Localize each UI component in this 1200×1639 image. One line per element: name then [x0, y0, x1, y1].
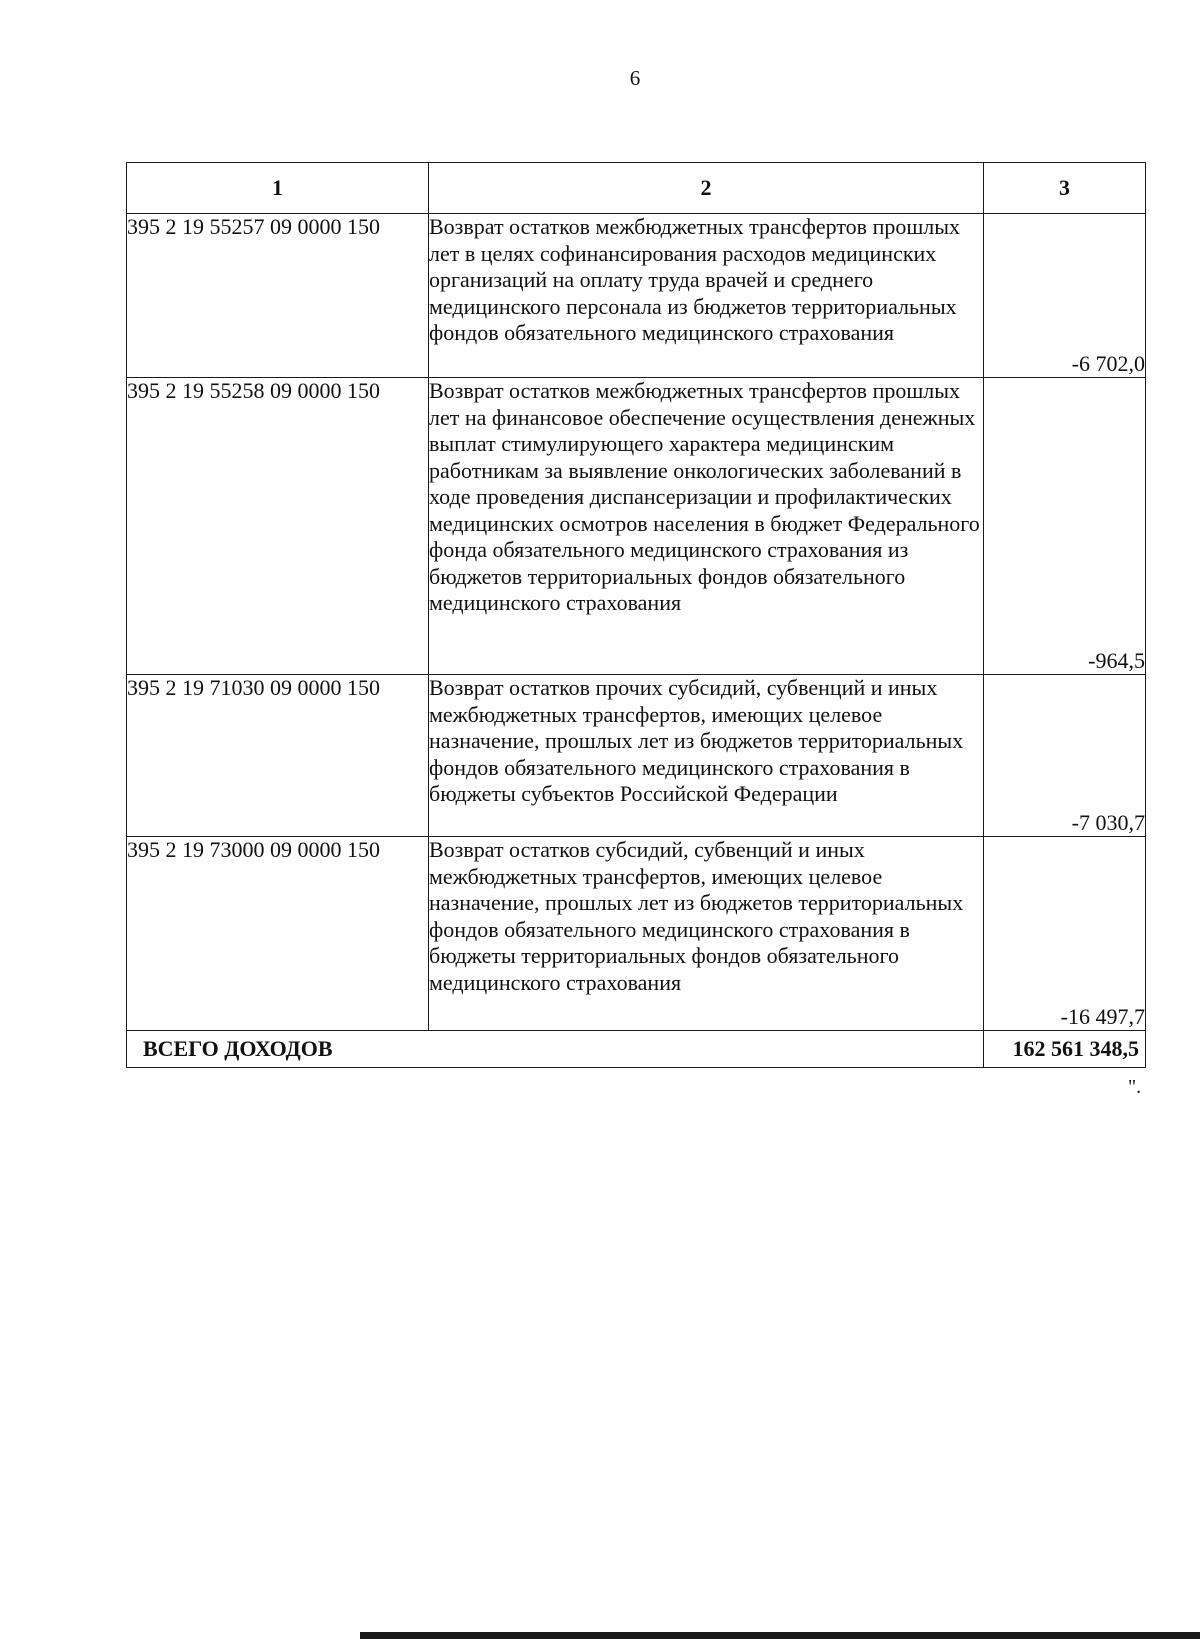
total-label: ВСЕГО ДОХОДОВ [127, 1031, 984, 1068]
table-row [127, 214, 1146, 378]
table-row [127, 675, 1146, 837]
budget-code-cell: 395 2 19 73000 09 0000 150 [127, 837, 429, 1031]
description-cell: Возврат остатков межбюджетных трансфертов прошлых лет в целях софинансирования расходов медицинских организаций на оплату труда врачей и среднего медицинского персонала из бюджетов территориальных фондов обязательного медицинского страхования [429, 214, 984, 378]
budget-code-cell: 395 2 19 71030 09 0000 150 [127, 675, 429, 837]
closing-quote: ". [1128, 1076, 1142, 1098]
description-cell: Возврат остатков межбюджетных трансфертов прошлых лет на финансовое обеспечение осуществления денежных выплат стимулирующего характера медицинским работникам за выявление онкологических заболеваний в ходе проведения диспансеризации и профилактических медицинских осмотров населения в бюджет Федерального фонда обязательного медицинского страхования из бюджетов территориальных фондов обязательного медицинского страхования [429, 378, 984, 675]
table-header-row [127, 163, 1146, 214]
column-header-3: 3 [984, 163, 1146, 214]
amount-cell: -7 030,7 [984, 675, 1146, 837]
description-cell: Возврат остатков субсидий, субвенций и иных межбюджетных трансфертов, имеющих целевое назначение, прошлых лет из бюджетов территориальных фондов обязательного медицинского страхования в бюджеты территориальных фондов обязательного медицинского страхования [429, 837, 984, 1031]
amount-cell: -16 497,7 [984, 837, 1146, 1031]
column-header-1: 1 [127, 163, 429, 214]
budget-code-cell: 395 2 19 55257 09 0000 150 [127, 214, 429, 378]
column-header-2: 2 [429, 163, 984, 214]
budget-code-cell: 395 2 19 55258 09 0000 150 [127, 378, 429, 675]
table-row [127, 378, 1146, 675]
revenue-table [126, 162, 1146, 1068]
table-row [127, 837, 1146, 1031]
total-row [127, 1031, 1146, 1068]
total-value: 162 561 348,5 [984, 1031, 1146, 1068]
scan-bottom-edge [360, 1632, 1200, 1639]
description-cell: Возврат остатков прочих субсидий, субвенций и иных межбюджетных трансфертов, имеющих целевое назначение, прошлых лет из бюджетов территориальных фондов обязательного медицинского страхования в бюджеты субъектов Российской Федерации [429, 675, 984, 837]
page-number: 6 [629, 66, 641, 90]
amount-cell: -964,5 [984, 378, 1146, 675]
amount-cell: -6 702,0 [984, 214, 1146, 378]
